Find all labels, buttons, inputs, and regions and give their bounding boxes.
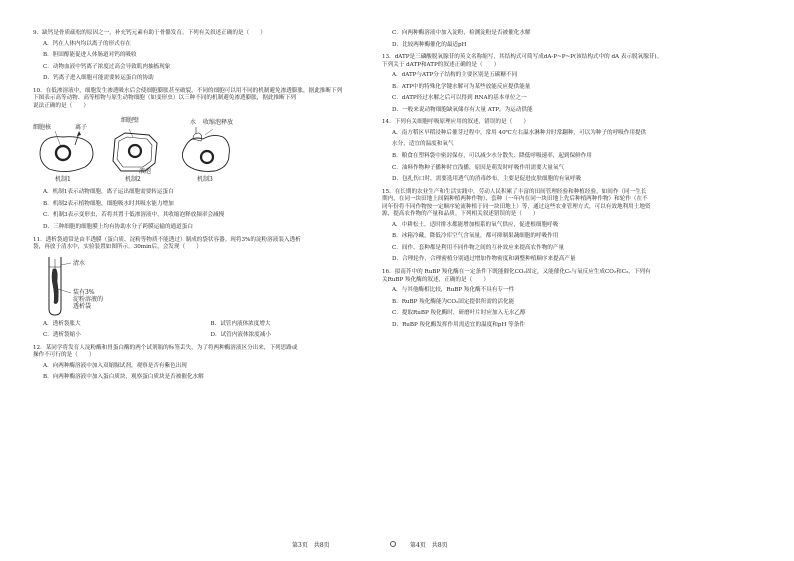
option-a-cont: 水分，适宜的温度和氧气 [392, 141, 454, 148]
mechanism-1-label: 机制1 [55, 176, 71, 184]
option-b: B．向两种酶溶液中加入蛋白质块，观察蛋白质块是否被催化水解 [43, 374, 204, 381]
cell-mechanisms-figure [33, 113, 378, 185]
question-10 [33, 88, 378, 232]
option-c: C．透析袋缩小 [43, 332, 81, 339]
question-15 [382, 189, 762, 264]
question-12 [33, 345, 378, 382]
option-c: C．向两种酶溶液中加入淀粉，检测淀粉是否被催化水解 [392, 30, 531, 36]
option-a: A．南方稻区早稻浸种后催芽过程中，常用 40℃左右温水淋种并时常翻种，可以为种子的呼吸作用提供 [392, 129, 647, 136]
option-b: B．RuBP 羧化酶能为CO₂固定提供所需的活化能 [392, 298, 515, 305]
page-number-left: 第3页 共8页 [292, 542, 330, 549]
nucleus-label: 细胞核 [33, 124, 52, 132]
option-c: C．间作、套种都是利用不同作物之间的互补效应来提高农作物的产量 [392, 244, 565, 251]
question-12-continued [382, 30, 762, 49]
question-stem: 16．拟南芥中的 RuBP 羧化酶在一定条件下既能催化CO₂固定，又能催化C₅与氧反应生成CO₂和C₃，下列有 关RuBP 羧化酶的叙述，正确的是（ ） [382, 269, 651, 283]
option-b: B．胆固醇能促进人体肠道对钙的吸收 [43, 52, 137, 59]
dialysis-bag-figure [33, 255, 378, 317]
cell-wall-label: 细胞壁 [121, 117, 140, 125]
option-b: B．冰箱冷藏，降低冷库空气含氧量，都可抑制果蔬细胞的呼吸作用 [392, 233, 559, 240]
question-9 [33, 30, 378, 83]
question-11 [33, 237, 378, 340]
question-14 [382, 119, 762, 183]
option-b: B．试管内液体浓度增大 [210, 320, 271, 327]
bag-label-line2: 淀粉溶液的 [73, 295, 104, 303]
option-c: C．dATP经过水解之后可以得到 RNA的基本单位之一 [392, 95, 527, 102]
question-16 [382, 269, 762, 329]
option-d: D．合理轮作，合理密植分别通过增加作物密度和调整种植顺序来提高产量 [392, 256, 576, 263]
option-c: C．动物血液中钙离子浓度过高会导致肌肉抽搐现象 [43, 63, 171, 70]
bag-label-line1: 装有3% [73, 288, 95, 296]
option-a: A．钙在人体内均以离子的形式存在 [43, 40, 131, 47]
contractile-label: 收缩泡释放 [203, 119, 234, 127]
vacuole-label: 液泡 [139, 168, 152, 176]
binding-mark-icon [390, 541, 396, 547]
option-b: B．ATP中的特殊化学键水解可为某些放能反应提供能量 [392, 83, 531, 90]
question-stem: 14．下列有关细胞呼吸原理应用的叙述，错误的是（ ） [382, 119, 529, 126]
question-stem: 10．在低渗溶液中，细胞发生渗透吸水后会使细胞膨胀甚至破裂，不同的细胞可以用不同的机制避免渗透膨胀，据此推断下列 下图表示高等动物、高等植物与原生动物细胞（如变形虫）以三种不同的机制避免渗透膨胀，据此推断下列 说法正确的是（ ） [33, 87, 343, 109]
option-d: D．钙离子进入细胞可能需要转运蛋白的协助 [43, 75, 154, 82]
option-a: A．dATP与ATP分子结构的主要区别是五碳糖不同 [392, 72, 518, 79]
option-d: D．三种细胞的细胞膜上均有协助水分子跨膜运输的通道蛋白 [43, 224, 193, 231]
option-a: A．中耕松土，适时排水都能增加根系的氧气供应，促进根细胞呼吸 [392, 221, 559, 228]
option-a: A．与其他酶相比较，RuBP 羧化酶不具有专一性 [392, 287, 515, 294]
option-b: B．粮食在塑料袋中密封保存，可以减少水分散失、降低呼吸速率，起到保鲜作用 [392, 153, 592, 160]
question-stem: 12．某同学将发育人淀粉酶和胃蛋白酶的两个试剂瓶的标签丢失，为了将两种酶溶液区分出来，下列思路或 操作不可行的是（ ） [33, 344, 298, 359]
option-a: A．向两种酶溶液中加入双缩脲试剂，观察是否有紫色出现 [43, 362, 187, 369]
mechanism-2-label: 机制2 [125, 176, 141, 184]
option-c: C．油料作物种子播种时宜浅播，原因是萌发时呼吸作用需要大量氧气 [392, 164, 565, 171]
water-label: 清水 [73, 259, 86, 267]
question-stem: 13．dATP是三磷酸脱氧腺苷的英文名称缩写，其结构式可简写成dA-P~P~P(该结构式中的 dA 表示脱氧腺苷)。 下列关于 dATP和ATP的叙述正确的是（ ） [382, 54, 663, 68]
option-c: C．提取RuBP 羧化酶时，研磨叶片时应加入无水乙醇 [392, 310, 526, 317]
question-stem: 15．在长期的农业生产和生活实践中，劳动人民积累了丰富的田间管理经验和种植经验，如间作（同一生长 期内，在同一块田地上间隔种植两种作物）、套种（一年内在同一块田地上先后种植两种作物）和轮作（在不 同年份将不同作物按一定顺序轮流种植于同一块田地上）等，通过这些农业管理方式，可以有效地利用土地资 源，提高农作物的产量和品质。下列相关叙述错误的是（ ） [382, 188, 651, 218]
right-column [382, 30, 762, 334]
page-number-right: 第4页 共8页 [410, 542, 448, 549]
option-b: B．机制2表示植物细胞，细胞吸水时其吸水能力增加 [43, 200, 174, 207]
option-c: C．机制3表示变形虫，若将其置于低渗溶液中，其收缩泡释放频率会减慢 [43, 212, 225, 219]
option-d: D．试管内液体浓度减小 [210, 332, 271, 339]
option-d: D．RuBP 羧化酶发挥作用需适宜的温度和pH 等条件 [392, 321, 525, 328]
option-d: D．包扎伤口时，需要选用透气的消毒纱布，主要是促进皮肤细胞的有氧呼吸 [392, 176, 582, 183]
water-label: 水 [190, 119, 197, 127]
ion-label: 离子 [75, 124, 88, 132]
question-stem: 11．透析袋通常是由半透膜（蛋白质、淀粉等物质不能透过）制成的袋状容器。现将3%的淀粉溶液装入透析 袋，再放于清水中，实验装置如图所示。30min后，会发现（ ） [33, 236, 301, 251]
option-d: D．比较两种酶催化的最适pH [392, 41, 467, 48]
left-column [33, 30, 378, 387]
question-13 [382, 54, 762, 114]
option-a: A．机制1表示动物细胞，离子运出细胞需要转运蛋白 [43, 189, 174, 196]
bag-label-line3: 透析袋 [73, 302, 92, 310]
option-d: D．一般来说动物细胞缺氧储存有大量 ATP，为运动供能 [392, 106, 533, 113]
question-stem: 9．缺钙是骨质疏松的原因之一，补充钙元素有助于骨骼发育。下列有关叙述正确的是（ ） [33, 30, 266, 36]
mechanism-3-label: 机制3 [197, 176, 213, 184]
option-a: A．透析袋胀大 [43, 320, 81, 327]
